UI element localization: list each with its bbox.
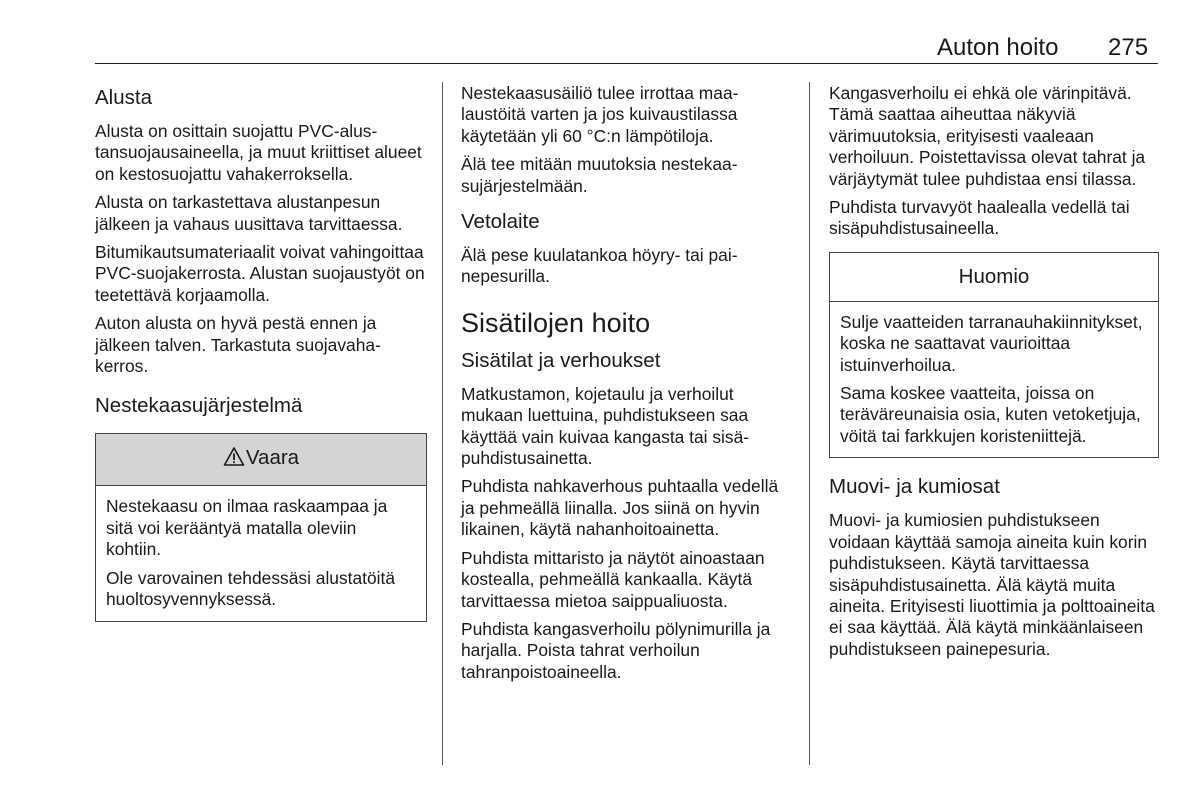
notice-box	[829, 252, 1159, 458]
column-2	[461, 79, 793, 690]
paragraph: Auton alusta on hyvä pestä ennen ja jälkeen talven. Tarkastuta suojavahakerros.	[95, 313, 381, 377]
paragraph: Bitumikautsumateriaalit voivat vahingoittaa PVC-suojakerrosta. Alustan suojaustyöt on teetettävä korjaamolla.	[95, 242, 425, 305]
heading-vetolaite: Vetolaite	[461, 210, 540, 234]
paragraph: Sama koskee vaatteita, joissa on teräväreunaisia osia, kuten vetoketjuja, vöitä tai farkkujen koristeniittejä.	[840, 383, 1141, 446]
paragraph: Alusta on tarkastettava alustanpesun jälkeen ja vahaus uusittava tarvittaessa.	[95, 192, 403, 234]
notice-box-body	[830, 302, 1158, 457]
paragraph: Kangasverhoilu ei ehkä ole värinpitävä. Tämä saattaa aiheuttaa näkyviä värimuutoksia, erityisesti vaaleaan verhoiluun. Poistettavissa olevat tahrat ja värjäytymät tulee puhdistaa ensi tilassa.	[829, 83, 1146, 189]
paragraph: Sulje vaatteiden tarranauhakiinnitykset, koska ne saattavat vaurioittaa istuinverhoilua.	[840, 311, 1143, 375]
paragraph: Muovi- ja kumiosien puhdistukseen voidaan käyttää samoja aineita kuin korin puhdistukseen. Käytä tarvittaessa sisäpuhdistusainetta. Älä käytä muita aineita. Erityisesti liuottimia ja polttoaineita ei saa käyttää. Älä käytä minkäänlaiseen puhdistukseen painepesuria.	[829, 510, 1155, 659]
paragraph: Nestekaasusäiliö tulee irrottaa maalaustöitä varten ja jos kuivaustilassa käytetään yli 60 °C:n lämpötiloja.	[461, 83, 739, 146]
warning-triangle-icon	[223, 446, 245, 474]
paragraph: Puhdista kangasverhoilu pölynimurilla ja harjalla. Poista tahrat verhoilun tahranpoistoaineella.	[461, 618, 771, 682]
paragraph: Puhdista turvavyöt haalealla vedellä tai sisäpuhdistusaineella.	[829, 197, 1130, 239]
danger-box-header	[96, 434, 426, 486]
page-number: 275	[1108, 34, 1149, 61]
paragraph: Älä pese kuulatankoa höyry- tai painepesurilla.	[461, 245, 738, 287]
heading-nestekaasujarjestelma: Nestekaasujärjestelmä	[95, 394, 303, 418]
danger-box	[95, 433, 427, 621]
paragraph: Älä tee mitään muutoksia nestekaasujärjestelmään.	[461, 154, 738, 196]
paragraph: Alusta on osittain suojattu PVC-alustansuojausaineella, ja muut kriittiset alueet on kestosuojattu vahakerroksella.	[95, 121, 422, 184]
heading-alusta: Alusta	[95, 86, 152, 109]
heading-sisatilat-ja-verhoukset: Sisätilat ja verhoukset	[461, 348, 661, 372]
column-divider-2	[809, 82, 810, 765]
running-header-title: Auton hoito	[937, 34, 1059, 61]
paragraph: Puhdista nahkaverhous puhtaalla vedellä ja pehmeällä liinalla. Jos siinä on hyvin likainen, käytä nahanhoitoainetta.	[461, 476, 779, 540]
notice-box-title: Huomio	[958, 264, 1030, 288]
paragraph: Ole varovainen tehdessäsi alustatöitä huoltosyvennyksessä.	[106, 567, 396, 610]
heading-muovi-ja-kumiosat: Muovi- ja kumiosat	[829, 475, 1000, 499]
column-3	[829, 79, 1159, 667]
danger-box-body	[96, 486, 426, 620]
notice-box-header	[830, 253, 1158, 302]
header-rule	[95, 63, 1158, 64]
paragraph: Nestekaasu on ilmaa raskaampaa ja sitä voi kerääntyä matalla oleviin kohtiin.	[106, 496, 388, 560]
column-divider-1	[442, 82, 443, 765]
paragraph: Matkustamon, kojetaulu ja verhoilut mukaan luettuina, puhdistukseen saa käyttää vain kuivaa kangasta tai sisäpuhdistusainetta.	[461, 383, 750, 469]
paragraph: Puhdista mittaristo ja näytöt ainoastaan kostealla, pehmeällä kankaalla. Käytä tarvittaessa mietoa saippualiuosta.	[461, 547, 765, 611]
heading-sisatilojen-hoito: Sisätilojen hoito	[461, 307, 651, 338]
danger-box-title: Vaara	[245, 446, 300, 470]
column-1	[95, 79, 427, 622]
